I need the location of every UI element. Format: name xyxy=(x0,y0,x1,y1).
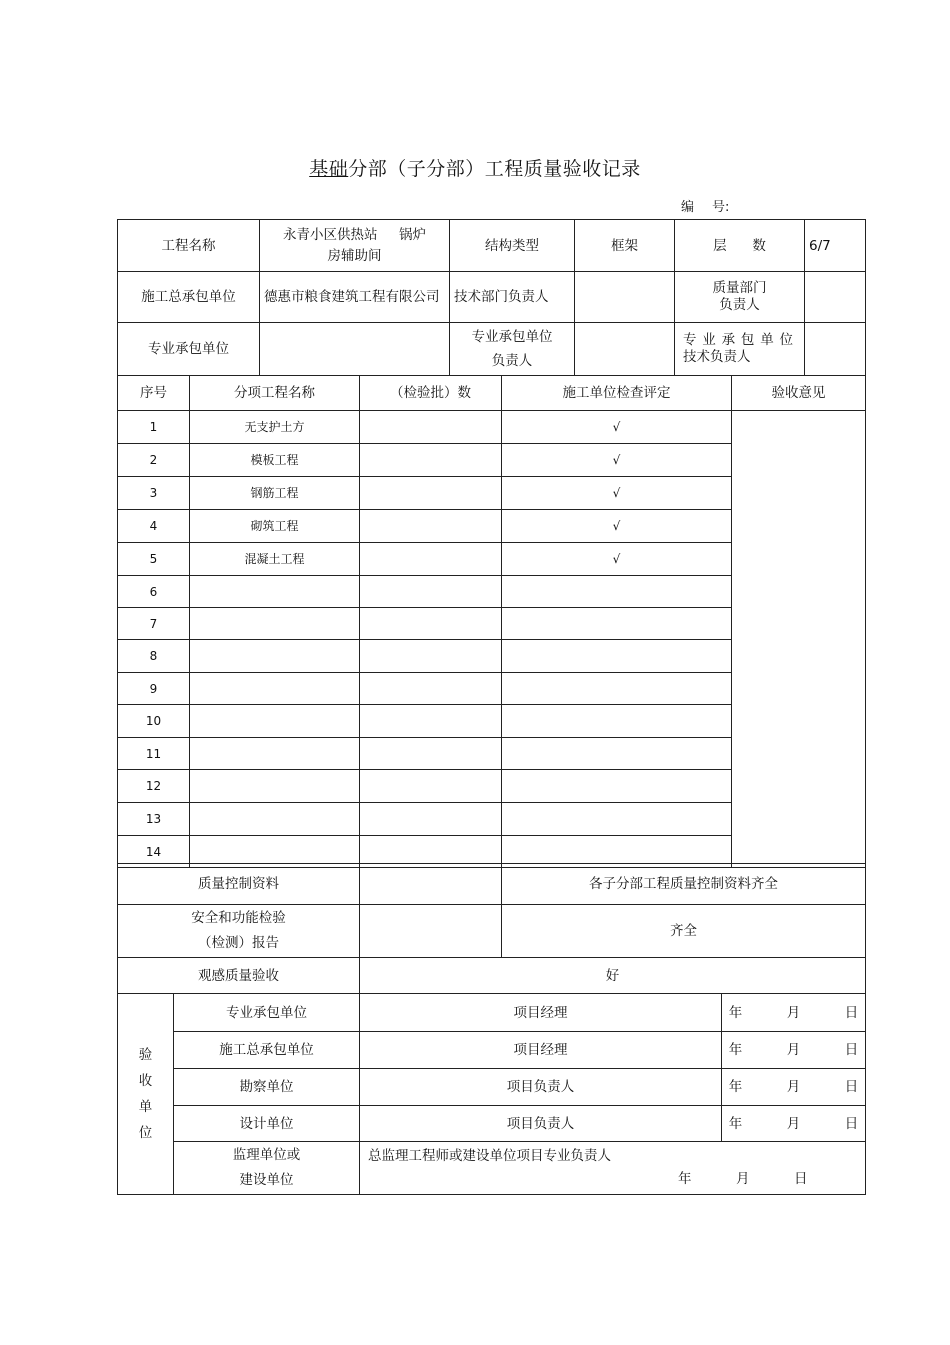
day-label: 日 xyxy=(844,1004,859,1021)
appearance-label: 观感质量验收 xyxy=(118,958,360,994)
row-item-name: 模板工程 xyxy=(190,444,360,477)
floors-label-a: 层 xyxy=(713,237,727,254)
quality-dept-head-value xyxy=(805,272,866,323)
control-docs-count xyxy=(360,864,502,905)
acceptance-unit: 施工总承包单位 xyxy=(174,1032,360,1069)
safety-label-1: 安全和功能检验 xyxy=(191,910,286,926)
row-item-name xyxy=(190,608,360,640)
row-check-mark xyxy=(502,673,732,705)
row-item-name xyxy=(190,770,360,803)
specialty-head-value xyxy=(575,323,675,376)
safety-label-2: （检测）报告 xyxy=(198,935,279,951)
col-item-name: 分项工程名称 xyxy=(190,376,360,411)
control-docs-label: 质量控制资料 xyxy=(118,864,360,905)
month-label: 月 xyxy=(786,1115,801,1132)
title-rest: 分部（子分部）工程质量验收记录 xyxy=(348,158,641,180)
tech-dept-head-label: 技术部门负责人 xyxy=(450,272,575,323)
month-label: 月 xyxy=(736,1171,750,1187)
year-label: 年 xyxy=(678,1171,692,1187)
serial-label-b: 号: xyxy=(712,200,730,215)
specialty-head-label-2: 负责人 xyxy=(491,353,533,369)
project-name-label: 工程名称 xyxy=(118,220,260,272)
supervision-unit-label xyxy=(174,1142,360,1195)
year-label: 年 xyxy=(728,1042,743,1058)
day-label: 日 xyxy=(844,1042,859,1058)
day-label: 日 xyxy=(844,1115,859,1132)
project-name-value xyxy=(260,220,450,272)
day-label: 日 xyxy=(794,1171,808,1187)
acceptance-role: 项目经理 xyxy=(360,994,722,1032)
row-no: 8 xyxy=(118,640,190,673)
signature-date xyxy=(722,994,866,1032)
row-no: 6 xyxy=(118,576,190,608)
row-batch-count xyxy=(360,673,502,705)
specialty-head-label-1: 专业承包单位 xyxy=(471,329,553,345)
row-check-mark xyxy=(502,705,732,738)
row-no: 10 xyxy=(118,705,190,738)
serial-number xyxy=(681,196,729,215)
row-item-name xyxy=(190,640,360,673)
row-batch-count xyxy=(360,444,502,477)
acceptance-role: 项目经理 xyxy=(360,1032,722,1069)
title-underlined: 基础 xyxy=(309,158,349,180)
quality-dept-head-label-1: 质量部门 xyxy=(712,280,767,296)
col-batch-count: （检验批）数 xyxy=(360,376,502,411)
quality-dept-head-label-2: 负责人 xyxy=(719,297,760,313)
acceptance-opinion-cell xyxy=(732,411,866,868)
side-char-2: 收 xyxy=(138,1073,153,1089)
structure-type-label: 结构类型 xyxy=(450,220,575,272)
page-title xyxy=(0,154,950,181)
row-item-name xyxy=(190,738,360,770)
row-batch-count xyxy=(360,705,502,738)
year-label: 年 xyxy=(728,1004,743,1021)
signature-date xyxy=(722,1069,866,1106)
row-batch-count xyxy=(360,576,502,608)
specialty-tech-head-label-2: 技术负责人 xyxy=(683,349,751,365)
row-item-name xyxy=(190,673,360,705)
supervision-unit-label-1: 监理单位或 xyxy=(232,1147,301,1163)
structure-type-value: 框架 xyxy=(575,220,675,272)
row-batch-count xyxy=(360,510,502,543)
row-check-mark xyxy=(502,738,732,770)
row-check-mark: √ xyxy=(502,411,732,444)
row-check-mark xyxy=(502,770,732,803)
floors-label-b: 数 xyxy=(752,237,766,254)
quality-dept-head-label xyxy=(675,272,805,323)
signature-date xyxy=(368,1168,861,1191)
row-no: 4 xyxy=(118,510,190,543)
signature-date xyxy=(722,1032,866,1069)
general-contractor-label: 施工总承包单位 xyxy=(118,272,260,323)
row-no: 14 xyxy=(118,836,190,868)
specialty-contractor-label: 专业承包单位 xyxy=(118,323,260,376)
tech-dept-head-value xyxy=(575,272,675,323)
row-batch-count xyxy=(360,543,502,576)
row-no: 1 xyxy=(118,411,190,444)
row-item-name xyxy=(190,705,360,738)
side-char-3: 单 xyxy=(138,1099,153,1115)
safety-report-value: 齐全 xyxy=(502,905,866,958)
acceptance-side-label xyxy=(118,994,174,1195)
row-item-name xyxy=(190,576,360,608)
row-no: 12 xyxy=(118,770,190,803)
acceptance-role: 项目负责人 xyxy=(360,1106,722,1142)
project-name-part-1: 永青小区供热站 xyxy=(283,226,378,243)
acceptance-role: 项目负责人 xyxy=(360,1069,722,1106)
row-no: 3 xyxy=(118,477,190,510)
row-batch-count xyxy=(360,738,502,770)
specialty-contractor-value xyxy=(260,323,450,376)
specialty-tech-head-label-1: 专业承包单位 xyxy=(683,332,793,348)
row-check-mark xyxy=(502,576,732,608)
items-table xyxy=(117,375,866,868)
table-row xyxy=(118,411,866,444)
row-batch-count xyxy=(360,803,502,836)
row-batch-count xyxy=(360,640,502,673)
row-check-mark xyxy=(502,803,732,836)
acceptance-unit: 设计单位 xyxy=(174,1106,360,1142)
appearance-value: 好 xyxy=(360,958,866,994)
side-char-4: 位 xyxy=(138,1125,153,1141)
acceptance-unit: 勘察单位 xyxy=(174,1069,360,1106)
signature-date xyxy=(722,1106,866,1142)
row-check-mark xyxy=(502,640,732,673)
supervision-role: 总监理工程师或建设单位项目专业负责人 xyxy=(368,1148,611,1164)
row-check-mark: √ xyxy=(502,543,732,576)
row-no: 7 xyxy=(118,608,190,640)
safety-report-label xyxy=(118,905,360,958)
row-check-mark: √ xyxy=(502,444,732,477)
quality-table xyxy=(117,863,866,994)
header-table xyxy=(117,219,866,376)
row-check-mark: √ xyxy=(502,477,732,510)
safety-report-count xyxy=(360,905,502,958)
row-item-name xyxy=(190,803,360,836)
row-no: 13 xyxy=(118,803,190,836)
control-docs-value: 各子分部工程质量控制资料齐全 xyxy=(502,864,866,905)
row-check-mark: √ xyxy=(502,510,732,543)
supervision-unit-label-2: 建设单位 xyxy=(239,1172,294,1188)
row-batch-count xyxy=(360,411,502,444)
year-label: 年 xyxy=(728,1115,743,1132)
month-label: 月 xyxy=(786,1004,801,1021)
supervision-signature-cell xyxy=(360,1142,866,1195)
row-item-name: 混凝土工程 xyxy=(190,543,360,576)
year-label: 年 xyxy=(728,1079,743,1095)
col-acceptance-opinion: 验收意见 xyxy=(732,376,866,411)
serial-label-a: 编 xyxy=(681,200,695,215)
row-item-name: 钢筋工程 xyxy=(190,477,360,510)
row-batch-count xyxy=(360,477,502,510)
row-check-mark xyxy=(502,608,732,640)
col-no: 序号 xyxy=(118,376,190,411)
project-name-part-3: 房辅助间 xyxy=(327,247,382,264)
row-no: 2 xyxy=(118,444,190,477)
specialty-tech-head-label xyxy=(675,323,805,376)
row-no: 11 xyxy=(118,738,190,770)
row-no: 5 xyxy=(118,543,190,576)
row-no: 9 xyxy=(118,673,190,705)
row-item-name: 砌筑工程 xyxy=(190,510,360,543)
month-label: 月 xyxy=(786,1042,801,1058)
general-contractor-value: 德惠市粮食建筑工程有限公司 xyxy=(260,272,450,323)
day-label: 日 xyxy=(844,1079,859,1095)
specialty-tech-head-value xyxy=(805,323,866,376)
acceptance-table xyxy=(117,993,866,1195)
project-name-part-2: 锅炉 xyxy=(398,226,426,243)
floors-value: 6/7 xyxy=(805,220,866,272)
col-contractor-check: 施工单位检查评定 xyxy=(502,376,732,411)
items-header-row xyxy=(118,376,866,411)
floors-label xyxy=(675,220,805,272)
row-item-name: 无支护土方 xyxy=(190,411,360,444)
acceptance-unit: 专业承包单位 xyxy=(174,994,360,1032)
side-char-1: 验 xyxy=(138,1047,153,1063)
specialty-head-label xyxy=(450,323,575,376)
row-batch-count xyxy=(360,770,502,803)
row-batch-count xyxy=(360,608,502,640)
month-label: 月 xyxy=(786,1079,801,1095)
